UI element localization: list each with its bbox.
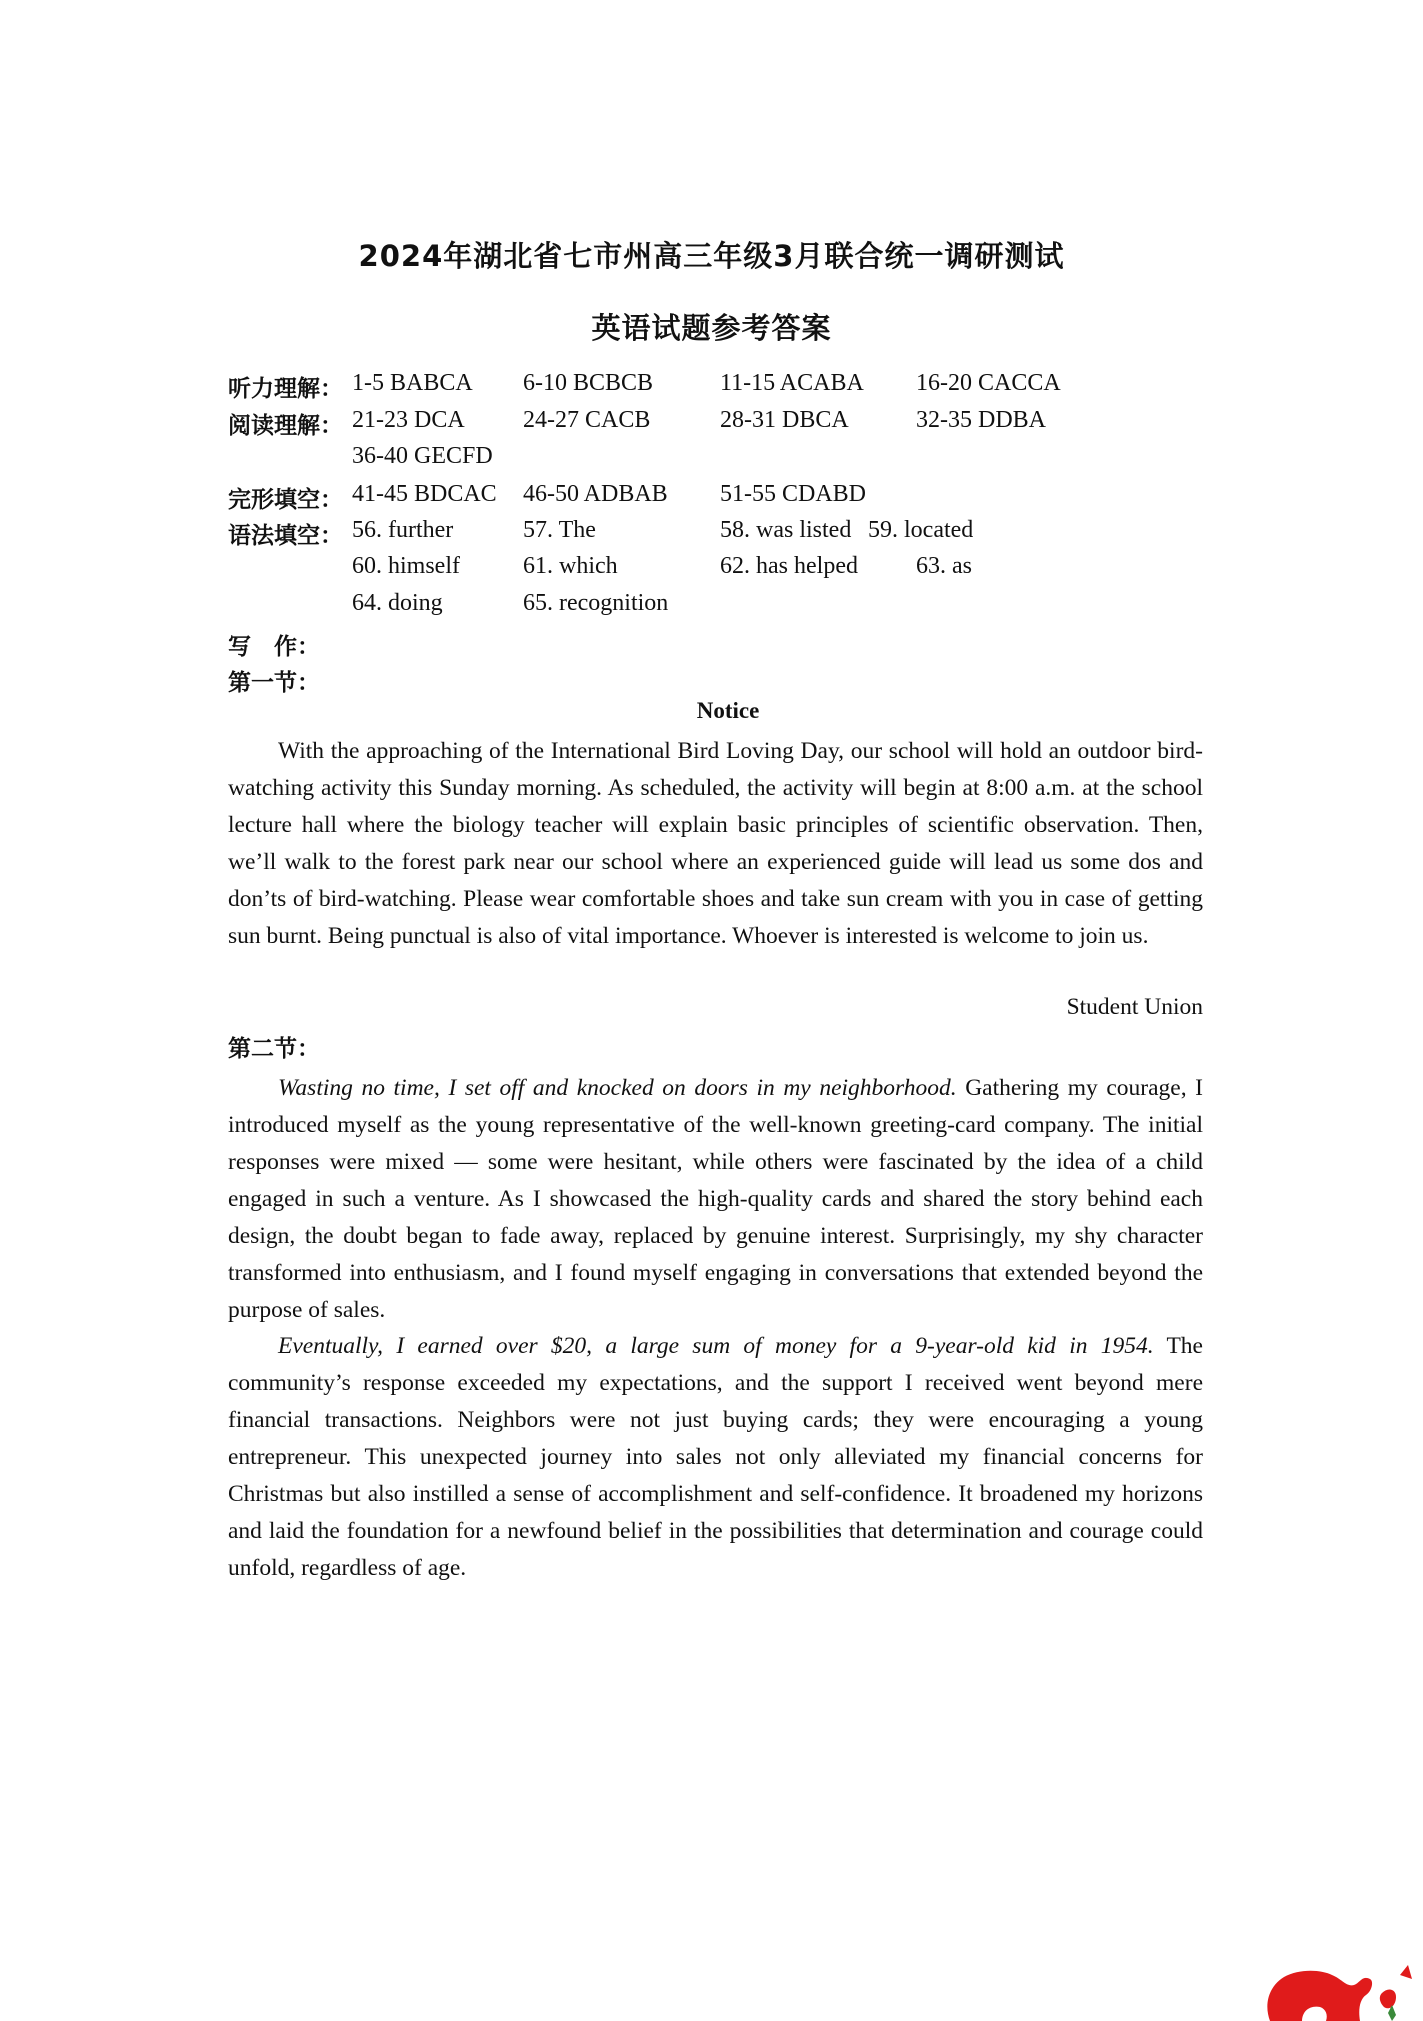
continuation-paragraph-2 [228,1328,1203,1587]
answer-item: 60. himself [352,553,460,579]
answer-item: 59. located [868,517,974,543]
answer-group: 41-45 BDCAC [352,481,497,507]
answer-group: 1-5 BABCA [352,370,473,396]
answer-item: 57. The [523,517,596,543]
answers-grammar-label: 语法填空： [228,523,343,549]
paragraph-1-body: Gathering my courage, I introduced myself as the young representative of the well-known greeting-card company. The initial responses were mixed — some were hesitant, while others were fascinated by the idea of a child engaged in such a venture. As I showcased the high-quality cards and shared the story behind each design, the doubt began to fade away, replaced by genuine interest. Surprisingly, my shy character transformed into enthusiasm, and I found myself engaging in conversations that extended beyond the purpose of sales. [228,1075,1203,1323]
page-subtitle: 英语试题参考答案 [591,311,832,345]
answer-item: 65. recognition [523,590,669,616]
answer-group: 36-40 GECFD [352,443,493,469]
answer-item: 56. further [352,517,454,543]
answer-item: 61. which [523,553,618,579]
notice-heading: Notice [696,698,760,723]
paragraph-2-lead-sentence: Eventually, I earned over $20, a large sum of money for a 9-year-old kid in 1954. [278,1333,1154,1359]
page-title: 2024年湖北省七市州高三年级3月联合统一调研测试 [358,239,1065,273]
answers-reading-label: 阅读理解： [228,413,343,439]
red-stamp-fragment-icon [1262,1935,1422,2021]
answer-group: 24-27 CACB [523,407,651,433]
answer-group: 51-55 CDABD [720,481,867,507]
answer-group: 21-23 DCA [352,407,465,433]
answer-group: 11-15 ACABA [720,370,864,396]
section2-label: 第二节： [228,1036,320,1062]
section1-label: 第一节： [228,670,320,696]
answers-listening-label: 听力理解： [228,376,343,402]
writing-label: 写 作： [228,634,320,660]
answer-item: 58. was listed [720,517,852,543]
answers-cloze-label: 完形填空： [228,487,343,513]
answer-item: 64. doing [352,590,443,616]
answer-group: 46-50 ADBAB [523,481,668,507]
notice-body: With the approaching of the International Bird Loving Day, our school will hold an outdoor bird-watching activity this Sunday morning. As scheduled, the activity will begin at 8:00 a.m. at the school lecture hall where the biology teacher will explain basic principles of scientific observation. Then, we’ll walk to the forest park near our school where an experienced guide will lead us some dos and don’ts of bird-watching. Please wear comfortable shoes and take sun cream with you in case of getting sun burnt. Being punctual is also of vital importance. Whoever is interested is welcome to join us. [228,738,1203,949]
notice-signature: Student Union [1066,994,1203,1020]
paragraph-2-body: The community’s response exceeded my expectations, and the support I received went beyond mere financial transactions. Neighbors were not just buying cards; they were encouraging a young entrepreneur. This unexpected journey into sales not only alleviated my financial concerns for Christmas but also instilled a sense of accomplishment and self-confidence. It broadened my horizons and laid the foundation for a newfound belief in the possibilities that determination and courage could unfold, regardless of age. [228,1333,1203,1581]
continuation-paragraph-1 [228,1070,1203,1329]
answer-group: 6-10 BCBCB [523,370,654,396]
paragraph-1-lead-sentence: Wasting no time, I set off and knocked on doors in my neighborhood. [278,1075,957,1101]
answer-group: 32-35 DDBA [916,407,1046,433]
answer-group: 28-31 DBCA [720,407,849,433]
answer-item: 63. as [916,553,972,579]
answer-group: 16-20 CACCA [916,370,1061,396]
answer-item: 62. has helped [720,553,858,579]
